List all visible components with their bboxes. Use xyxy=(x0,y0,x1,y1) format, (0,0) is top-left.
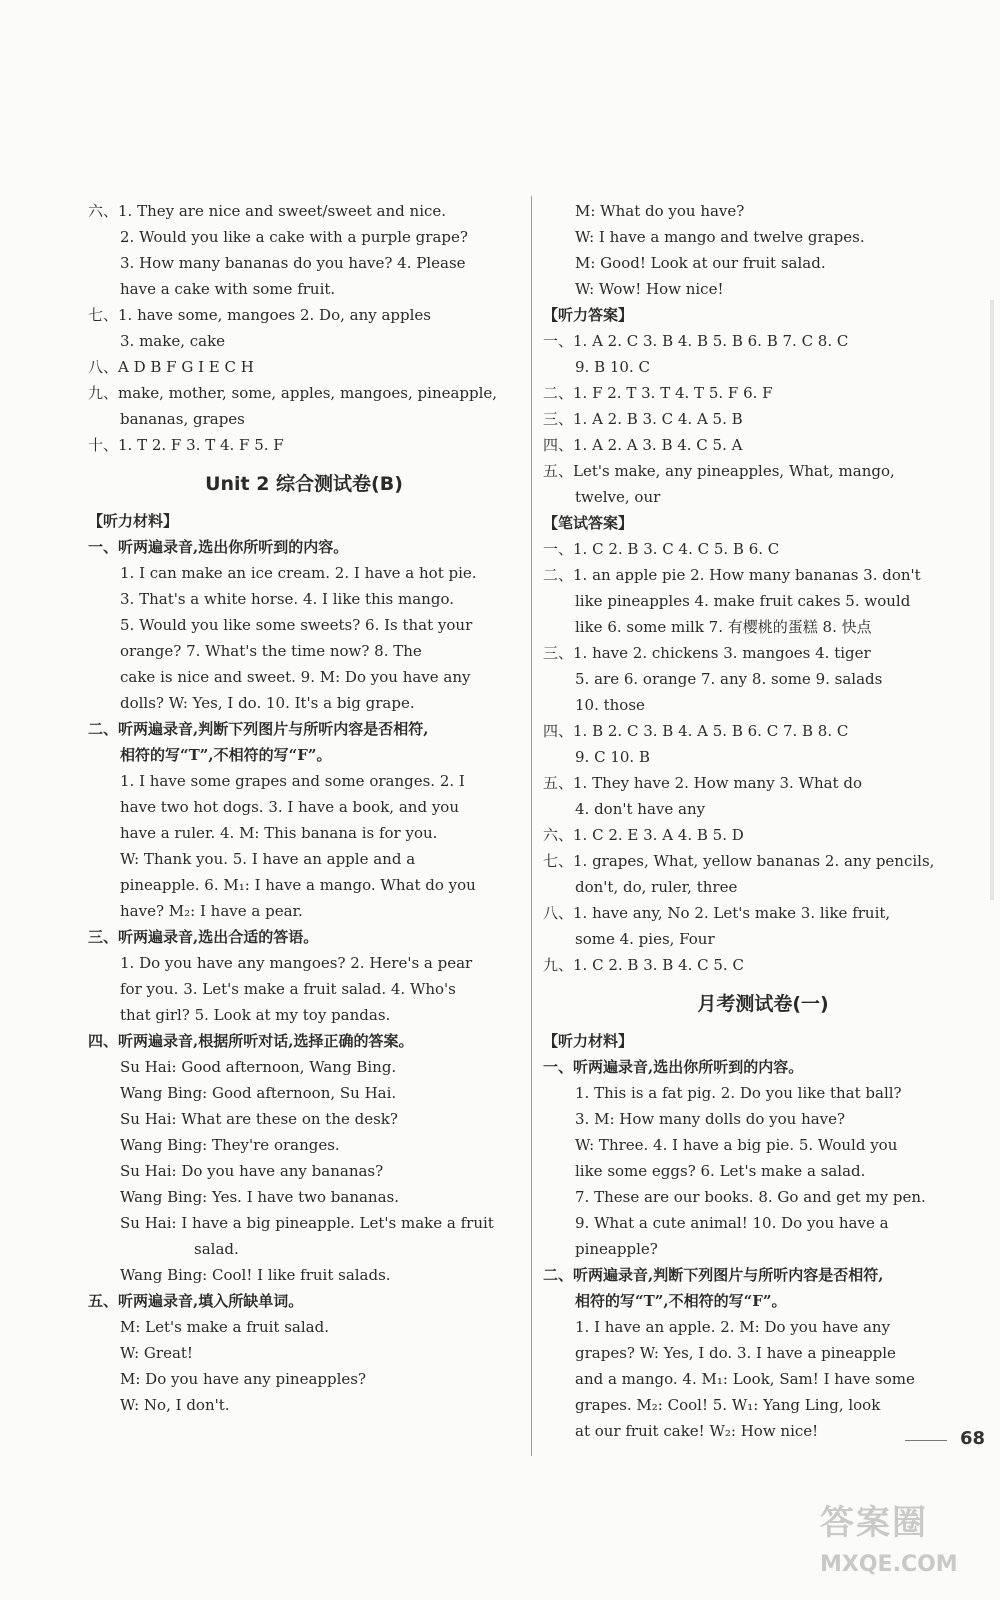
watermark xyxy=(820,1495,990,1595)
left-column xyxy=(88,198,520,1418)
text-line: W: Wow! How nice! xyxy=(575,280,724,298)
text-line: 9. B 10. C xyxy=(575,358,650,376)
text-line: 四、1. A 2. A 3. B 4. C 5. A xyxy=(543,436,743,454)
question-heading: 二、听两遍录音,判断下列图片与所听内容是否相符, xyxy=(88,720,429,738)
text-line: W: I have a mango and twelve grapes. xyxy=(575,228,865,246)
text-line: 4. don't have any xyxy=(575,800,706,818)
text-line: 二、1. F 2. T 3. T 4. T 5. F 6. F xyxy=(543,384,773,402)
text-line: have two hot dogs. 3. I have a book, and you xyxy=(120,798,459,816)
column-divider xyxy=(531,196,532,1456)
text-line: for you. 3. Let's make a fruit salad. 4. Who's xyxy=(120,980,456,998)
text-line: 六、1. C 2. E 3. A 4. B 5. D xyxy=(543,826,744,844)
text-line: 1. I have some grapes and some oranges. 2. I xyxy=(120,772,465,790)
text-line: Wang Bing: Cool! I like fruit salads. xyxy=(120,1266,391,1284)
text-line: W: Thank you. 5. I have an apple and a xyxy=(120,850,416,868)
watermark-url: MXQE.COM xyxy=(820,1552,958,1577)
right-column xyxy=(543,198,983,1444)
text-line: have a ruler. 4. M: This banana is for you. xyxy=(120,824,438,842)
text-line: Su Hai: Do you have any bananas? xyxy=(120,1162,384,1180)
text-line: M: Do you have any pineapples? xyxy=(120,1370,367,1388)
text-line: pineapple. 6. M₁: I have a mango. What do you xyxy=(120,876,476,894)
text-line: 三、1. A 2. B 3. C 4. A 5. B xyxy=(543,410,743,428)
text-line: M: Let's make a fruit salad. xyxy=(120,1318,329,1336)
text-line: Wang Bing: Yes. I have two bananas. xyxy=(120,1188,400,1206)
section-label: 【听力材料】 xyxy=(88,512,179,530)
text-line: cake is nice and sweet. 9. M: Do you have any xyxy=(120,668,471,686)
text-line: and a mango. 4. M₁: Look, Sam! I have some xyxy=(575,1370,915,1388)
text-line: 三、1. have 2. chickens 3. mangoes 4. tiger xyxy=(543,644,871,662)
text-line: salad. xyxy=(194,1240,239,1258)
text-line: W: Three. 4. I have a big pie. 5. Would you xyxy=(575,1136,898,1154)
text-line: have? M₂: I have a pear. xyxy=(120,902,303,920)
text-line: M: What do you have? xyxy=(575,202,745,220)
text-line: Su Hai: I have a big pineapple. Let's make a fruit xyxy=(120,1214,494,1232)
text-line: 五、1. They have 2. How many 3. What do xyxy=(543,774,862,792)
text-line: 六、1. They are nice and sweet/sweet and nice. xyxy=(88,202,447,220)
question-heading: 相符的写“T”,不相符的写“F”。 xyxy=(575,1292,787,1310)
text-line: 2. Would you like a cake with a purple grape? xyxy=(120,228,468,246)
text-line: 七、1. have some, mangoes 2. Do, any apples xyxy=(88,306,432,324)
text-line: 1. I can make an ice cream. 2. I have a hot pie. xyxy=(120,564,477,582)
text-line: 二、1. an apple pie 2. How many bananas 3. don't xyxy=(543,566,921,584)
text-line: 八、A D B F G I E C H xyxy=(88,358,254,376)
text-line: 一、1. C 2. B 3. C 4. C 5. B 6. C xyxy=(543,540,780,558)
text-line: 1. Do you have any mangoes? 2. Here's a pear xyxy=(120,954,473,972)
text-line: 1. I have an apple. 2. M: Do you have any xyxy=(575,1318,891,1336)
question-heading: 二、听两遍录音,判断下列图片与所听内容是否相符, xyxy=(543,1266,884,1284)
text-line: 5. are 6. orange 7. any 8. some 9. salads xyxy=(575,670,883,688)
text-line: grapes. M₂: Cool! 5. W₁: Yang Ling, look xyxy=(575,1396,881,1414)
text-line: 9. C 10. B xyxy=(575,748,650,766)
text-line: some 4. pies, Four xyxy=(575,930,715,948)
question-heading: 三、听两遍录音,选出合适的答语。 xyxy=(88,928,319,946)
text-line: Su Hai: Good afternoon, Wang Bing. xyxy=(120,1058,397,1076)
text-line: have a cake with some fruit. xyxy=(120,280,336,298)
question-heading: 相符的写“T”,不相符的写“F”。 xyxy=(120,746,332,764)
text-line: 九、make, mother, some, apples, mangoes, pineapple, xyxy=(88,384,498,402)
watermark-logo-text: 答案圈 xyxy=(820,1503,928,1543)
text-line: 一、1. A 2. C 3. B 4. B 5. B 6. B 7. C 8. C xyxy=(543,332,849,350)
text-line: 1. This is a fat pig. 2. Do you like that ball? xyxy=(575,1084,902,1102)
section-label: 【听力材料】 xyxy=(543,1032,634,1050)
section-label: 【笔试答案】 xyxy=(543,514,634,532)
text-line: 3. How many bananas do you have? 4. Please xyxy=(120,254,466,272)
page-number-rule xyxy=(905,1440,947,1441)
text-line: Wang Bing: Good afternoon, Su Hai. xyxy=(120,1084,397,1102)
text-line: 7. These are our books. 8. Go and get my pen. xyxy=(575,1188,926,1206)
text-line: that girl? 5. Look at my toy pandas. xyxy=(120,1006,391,1024)
text-line: 3. make, cake xyxy=(120,332,226,350)
page-number: 68 xyxy=(960,1428,986,1449)
text-line: bananas, grapes xyxy=(120,410,245,428)
text-line: M: Good! Look at our fruit salad. xyxy=(575,254,826,272)
text-line: 九、1. C 2. B 3. B 4. C 5. C xyxy=(543,956,744,974)
text-line: W: No, I don't. xyxy=(120,1396,230,1414)
text-line: 七、1. grapes, What, yellow bananas 2. any pencils, xyxy=(543,852,935,870)
text-line: 3. That's a white horse. 4. I like this mango. xyxy=(120,590,454,608)
text-line: 9. What a cute animal! 10. Do you have a xyxy=(575,1214,889,1232)
question-heading: 一、听两遍录音,选出你所听到的内容。 xyxy=(88,538,349,556)
question-heading: 一、听两遍录音,选出你所听到的内容。 xyxy=(543,1058,804,1076)
text-line: twelve, our xyxy=(575,488,661,506)
section-label: 【听力答案】 xyxy=(543,306,634,324)
text-line: like some eggs? 6. Let's make a salad. xyxy=(575,1162,866,1180)
text-line: Wang Bing: They're oranges. xyxy=(120,1136,340,1154)
text-line: 十、1. T 2. F 3. T 4. F 5. F xyxy=(88,436,284,454)
text-line: pineapple? xyxy=(575,1240,658,1258)
text-line: 八、1. have any, No 2. Let's make 3. like fruit, xyxy=(543,904,891,922)
text-line: 3. M: How many dolls do you have? xyxy=(575,1110,846,1128)
text-line: dolls? W: Yes, I do. 10. It's a big grape. xyxy=(120,694,415,712)
text-line: orange? 7. What's the time now? 8. The xyxy=(120,642,422,660)
text-line: like 6. some milk 7. 有樱桃的蛋糕 8. 快点 xyxy=(575,618,872,636)
text-line: don't, do, ruler, three xyxy=(575,878,738,896)
text-line: 5. Would you like some sweets? 6. Is that your xyxy=(120,616,473,634)
section-title: Unit 2 综合测试卷(B) xyxy=(205,473,403,495)
text-line: 五、Let's make, any pineapples, What, mango, xyxy=(543,462,895,480)
text-line: W: Great! xyxy=(120,1344,193,1362)
text-line: 四、1. B 2. C 3. B 4. A 5. B 6. C 7. B 8. C xyxy=(543,722,849,740)
text-line: 10. those xyxy=(575,696,645,714)
question-heading: 五、听两遍录音,填入所缺单词。 xyxy=(88,1292,304,1310)
text-line: at our fruit cake! W₂: How nice! xyxy=(575,1422,819,1440)
page-edge xyxy=(990,300,994,900)
question-heading: 四、听两遍录音,根据所听对话,选择正确的答案。 xyxy=(88,1032,414,1050)
section-title: 月考测试卷(一) xyxy=(697,993,829,1015)
text-line: like pineapples 4. make fruit cakes 5. would xyxy=(575,592,911,610)
text-line: grapes? W: Yes, I do. 3. I have a pineapple xyxy=(575,1344,896,1362)
text-line: Su Hai: What are these on the desk? xyxy=(120,1110,398,1128)
